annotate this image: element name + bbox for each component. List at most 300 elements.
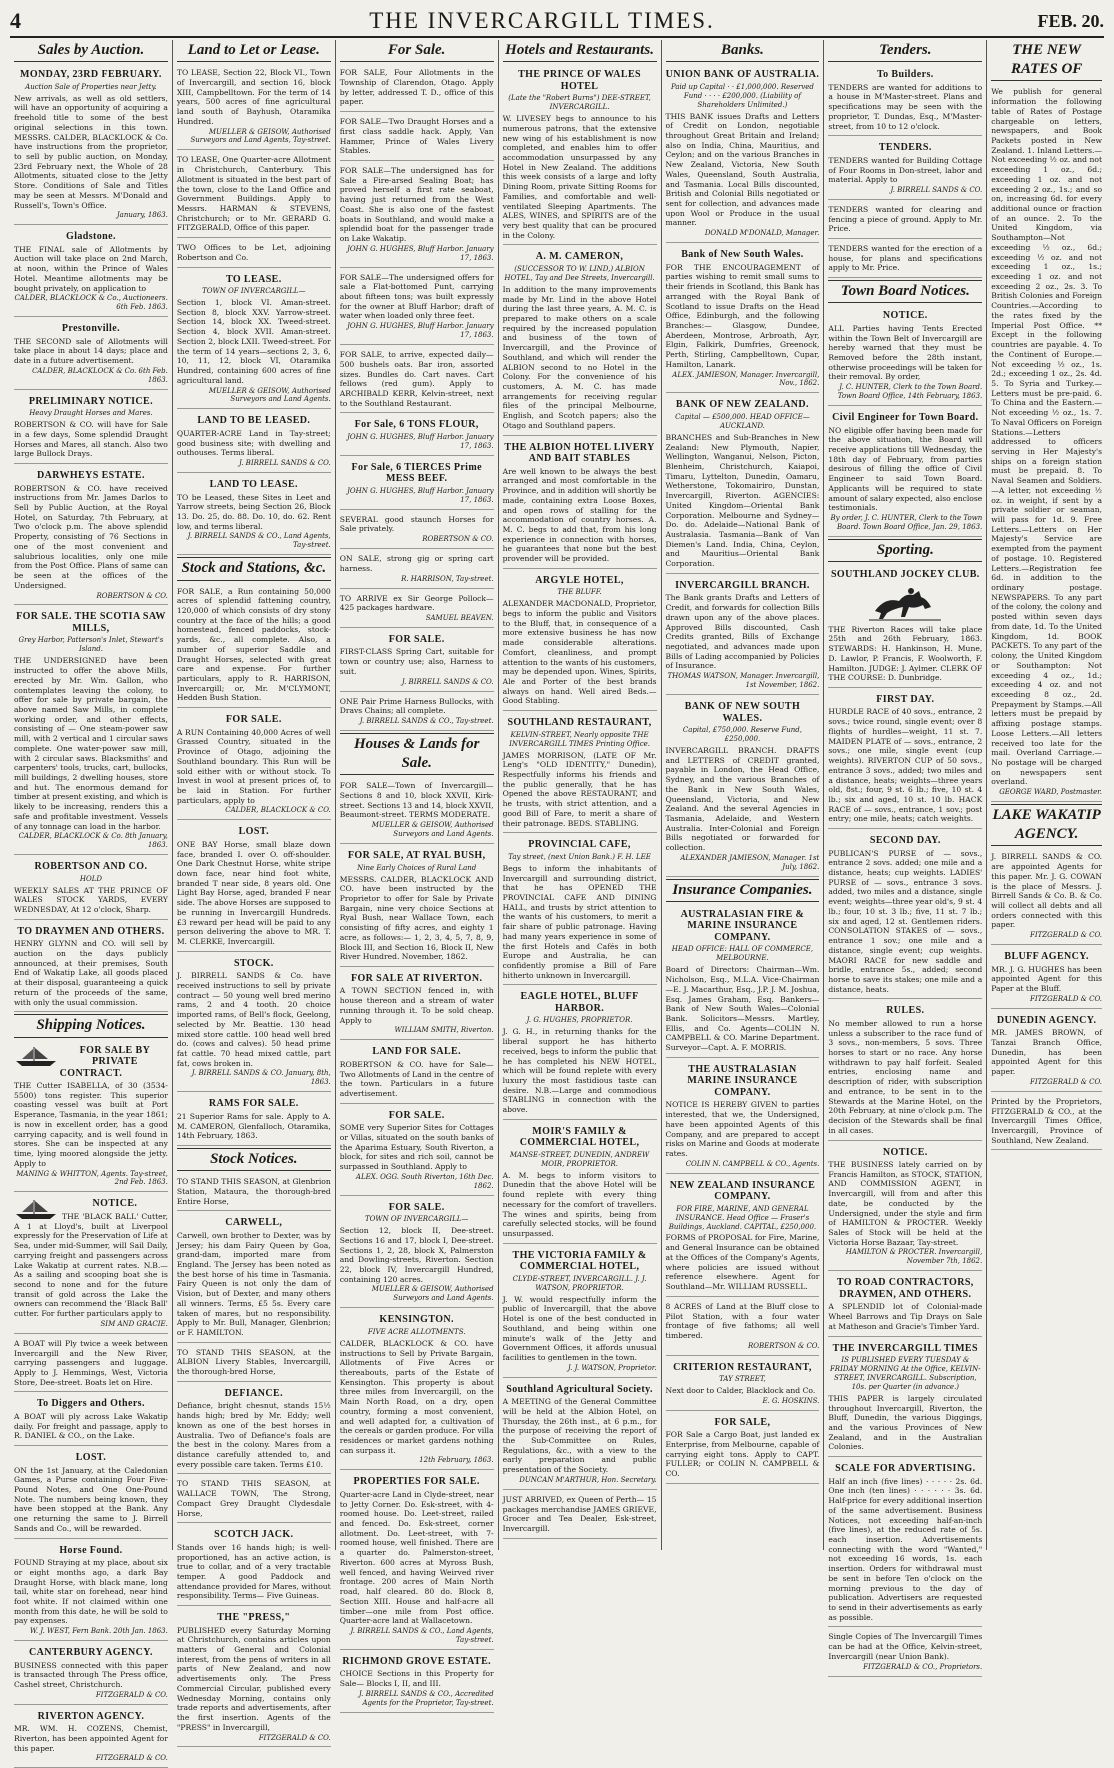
column-1	[10, 40, 173, 1763]
ad-headline: THE VICTORIA FAMILY & COMMERCIAL HOTEL,	[512, 1249, 647, 1273]
advertisement	[666, 905, 820, 1058]
ad-body-text: QUARTER-ACRE Land in Tay-street; good business site; with dwelling and outhouses. Terms liberal.	[176, 428, 331, 458]
ad-signature: FITZGERALD & CO.	[95, 1690, 168, 1699]
ad-headline: FOR SALE, AT RYAL BUSH,	[347, 850, 486, 862]
advertisement	[991, 849, 1102, 945]
ad-body-text: J. BIRRELL SANDS & Co. have received instructions to sell by private contract — 50 young well bred merino rams, 2 and 4 tooth. 20 choice imported rams, of Bell's flock, Geelong, selected by Mr. Beattie. 130 head mixed store cattle. 100 head well bred do. (cows and calves). 50 head prime fat cattle. 70 head mixed cattle, part fat, cows broken in.	[176, 971, 331, 1068]
ad-subheading: TOWN OF INVERCARGILL—	[202, 287, 306, 296]
ad-headline: FOR SALE BY PRIVATE CONTRACT.	[59, 1044, 151, 1079]
ad-headline: UNION BANK OF AUSTRALIA.	[665, 69, 820, 81]
ad-body-text: THE 'BLACK BALL' Cutter, A 1 at Lloyd's, built at Liverpool expressly for the Preservation of Life at Sea, under mid-Summer, will Sail Daily, carrying freight and passengers across Lake Wakatip at current rates. N.B.— As a sailing and scooping boat she is second to none and for the future transit of gold across the Lake the owners can recommend the 'Black Ball' cutter. For further particulars apply to	[14, 1211, 168, 1319]
advertisement	[340, 347, 494, 413]
ad-body-text: In addition to the many improvements made by Mr. Lind in the above Hotel during the last three years, A. M. C. is prepared to make others on a scale required by the increased population and business of the town of Invercargill, and the Province of Southland, and which will render the ALBION second to no Hotel in the Colony. For the convenience of his customers, A. M. C. has made arrangements for receiving regular files of the principal Melbourne, English, and Scotch papers; also the Otago and Southland papers.	[502, 284, 657, 430]
ad-body-text: The Bank grants Drafts and Letters of Credit, and forwards for collection Bills drawn upon any of the above places. Approved Bills discounted, Cash Credits granted, Bills of Exchange negotiated, and advances made upon Bills of Lading accompanied by Policies of Insurance.	[665, 593, 820, 671]
advertisement	[340, 551, 494, 588]
ad-body-text: ON SALE, strong gig or spring cart harness.	[339, 554, 494, 573]
ad-signature: J. BIRRELL SANDS & CO.	[890, 185, 983, 194]
ad-body-text: TENDERS are wanted for additions to a house in M'Master-street. Plans and specifications may be seen with the proprietor, T. Dundas, Esq., M'Master-street, from 10 to 12 o'clock.	[828, 82, 983, 131]
ad-headline: THE PRINCE OF WALES HOTEL	[518, 69, 642, 92]
advertisement	[14, 319, 168, 390]
ad-signature: ROBERTSON & CO.	[96, 591, 168, 600]
ad-body-text: J. BIRRELL SANDS & CO. are appointed Agents for this paper. Mr. J. G. COWAN is the place of Messrs. J. Birrell Sands & Co. B. & Co. will collect all debts and all orders connected with this paper.	[991, 852, 1103, 930]
advertisement	[666, 1299, 820, 1356]
ad-body-text: CHOICE Sections in this Property for Sale— Blocks I, II, and III.	[339, 1669, 494, 1689]
ad-body-text: THE Riverton Races will take place 25th and 26th February, 1863. STEWARDS: H. Hankinson, H. Mune, D. Lawlor, P. Francis, F. Woolworth, F. Hamilton. JUDGE: J. Aylmer. CLERK OF THE COURSE: D. Dunbridge.	[828, 624, 983, 683]
ad-subheading: THE BLUFF.	[557, 588, 602, 597]
ad-subheading: HOLD	[79, 874, 102, 883]
ad-headline: FOR SALE.	[388, 1109, 445, 1121]
ad-signature: W. J. WEST, Fern Bank. 20th Jan. 1863.	[29, 1627, 168, 1636]
ad-headline: LOST.	[75, 1452, 107, 1464]
ad-headline: INVERCARGILL BRANCH.	[675, 579, 810, 591]
ad-signature: FITZGERALD & CO.	[1029, 994, 1103, 1003]
ad-signature: MUELLER & GEISOW, Authorised Surveyors and Land Agents.	[371, 821, 494, 839]
advertisement	[340, 846, 494, 967]
ad-subheading: FOR FIRE, MARINE, AND GENERAL INSURANCE. Head Office — Fraser's Buildings, Auckland. CAPITAL, £250,000.	[668, 1204, 817, 1231]
advertisement	[991, 1011, 1102, 1092]
ad-headline: CANTERBURY AGENCY.	[28, 1647, 153, 1659]
advertisement	[340, 591, 494, 628]
advertisement	[177, 270, 331, 410]
ad-body-text: ROBERTSON & CO. have for Sale— Two Allotments of Land in the centre of the town. Particulars in a future advertisement.	[339, 1059, 494, 1098]
ad-headline: For Sale, 6 TIERCES Prime MESS BEEF.	[351, 461, 482, 485]
ad-headline: Civil Engineer for Town Board.	[832, 412, 979, 424]
ad-signature: J. C. HUNTER, Clerk to the Town Board. Town Board Office, 14th February, 1863.	[837, 383, 983, 401]
horse-race-icon	[865, 583, 945, 623]
ad-headline: RAMS FOR SALE.	[208, 1098, 299, 1110]
section-heading: Land to Let or Lease.	[177, 40, 331, 62]
ad-signature: DUNCAN M'ARTHUR, Hon. Secretary.	[519, 1475, 657, 1484]
ad-headline: ARGYLE HOTEL,	[535, 574, 624, 586]
advertisement	[177, 710, 331, 820]
ad-signature: THOMAS WATSON, Manager. Invercargill, 1st November, 1862.	[667, 672, 820, 690]
ad-body-text: MR. WM. H. COZENS, Chemist, Riverton, has been appointed Agent for this paper.	[14, 1724, 168, 1753]
ad-body-text: Single Copies of The Invercargill Times can be had at the Office, Kelvin-street, Invercargill (near Union Bank).	[828, 1632, 983, 1661]
ad-body-text: HENRY GLYNN and CO. will sell by auction on the days publicly announced, at their premises, South End of Wakatip Lake, all goods placed at their disposal, guaranteeing a quick return of the proceeds of the same, with only the usual commission.	[14, 939, 168, 1007]
ship-icon	[14, 1198, 58, 1220]
advertisement	[14, 1541, 168, 1641]
ad-body-text: TO STAND THIS SEASON, at Glenbrion Station, Mataura, the thorough-bred Entire Horse,	[176, 1177, 331, 1206]
ad-body-text: Defiance, bright chesnut, stands 15½ hands high; bred by Mr. Eddy; well known as one of the best horses in Australia. Two of Defiance's foals are the best in the colony. Mares from a distance carefully attended to, and every possible care taken. Terms £10.	[176, 1401, 331, 1469]
ad-headline: DUNEDIN AGENCY.	[996, 1014, 1097, 1026]
advertisement	[666, 697, 820, 877]
advertisement	[503, 247, 657, 435]
ad-body-text: A SPLENDID lot of Colonial-made Wheel Barrows and Tip Drays on Sale at Matheson and Gracie's Timber Yard.	[828, 1302, 983, 1331]
ad-headline: THE ALBION HOTEL LIVERY AND BAIT STABLES	[504, 441, 655, 465]
advertisement	[14, 1041, 168, 1193]
ad-body-text: Board of Directors: Chairman—Wm. Nicholson, Esq., M.L.A. Vice-Chairman—E. J. Macarthur, Esq., J.P. J. M. Joshua, Esq. James Graham, Esq. Bankers—Bank of New South Wales—Colonial Bank. Solicitors—Messrs. Martley, Ellis, and Co. Agents—COLIN N. CAMPBELL & CO. Marine Department. Surveyor—Capt. A. F. MORRIS.	[665, 965, 820, 1053]
ad-signature: FITZGERALD & CO.	[1029, 931, 1103, 940]
ad-body-text: SOME very Superior Sites for Cottages or Villas, situated on the south banks of the Aparima Estuary, South Riverton, a block, for sites and rich soil, cannot be surpassed in Southland. Apply to	[339, 1123, 494, 1172]
ad-body-text: Section 12, block II, Dee-street. Sections 16 and 17, block I, Dee-street. Sections 1, 2, 28, block X, Palmerston and Dowling-streets, Riverton. Section 22, block IV, Invercargill Hundred, containing 120 acres.	[339, 1226, 494, 1284]
ad-body-text: TO ARRIVE ex Sir George Pollock— 425 packages hardware.	[339, 593, 494, 613]
advertisement	[177, 954, 331, 1093]
ad-body-text: A RUN Containing 40,000 Acres of well Grassed Country, situated in the Province of Otago, adjoining the Southland boundary. This Run will be sold either with or without stock. To Invest in wool at present prices of, to be laid in Station. For further particulars, apply to	[176, 727, 331, 805]
advertisement	[828, 1459, 982, 1627]
advertisement	[340, 114, 494, 161]
ad-subheading: Heavy Draught Horses and Mares.	[29, 409, 153, 418]
advertisement	[340, 270, 494, 346]
ad-body-text: TO STAND THIS SEASON, at WALLACE TOWN, The Strong, Compact Grey Draught Clydesdale Horse,	[176, 1479, 331, 1518]
advertisement	[828, 1629, 982, 1676]
ad-signature: JOHN G. HUGHES, Bluff Harbor. January 17, 1863.	[347, 244, 494, 262]
ad-subheading: Nine Early Choices of Rural Land	[357, 863, 477, 872]
advertisement	[340, 1652, 494, 1713]
ad-headline: LAND FOR SALE.	[372, 1046, 462, 1058]
advertisement	[340, 969, 494, 1040]
ad-subheading: MANSE-STREET, DUNEDIN, ANDREW MOIR, PROPRIETOR.	[509, 1150, 650, 1168]
ad-signature: MUELLER & GEISOW, Authorised Surveyors and Land Agents.	[208, 386, 331, 404]
advertisement	[828, 138, 982, 200]
advertisement	[828, 65, 982, 136]
advertisement	[14, 857, 168, 920]
advertisement	[503, 987, 657, 1119]
advertisement	[503, 438, 657, 569]
ad-body-text: ROBERTSON & CO. have received instructions from Mr. James Darlos to Sell by Public Auction, at the Royal Hotel, on Saturday, 7th February, at Two o'clock p.m. The above splendid Property, consisting of 76 Sections in one of the most convenient and salubrious localities, only one mile from the Post Office. Plans of same can be seen at the offices of the Undersigned.	[14, 483, 168, 590]
ad-headline: TO DRAYMEN AND OTHERS.	[17, 925, 165, 937]
ad-signature: J. BIRRELL SANDS & CO., Land Agents, Tay-street.	[187, 532, 331, 550]
ad-body-text: PUBLICAN'S PURSE of — sovs., entrance 2 sovs. added; one mile and a distance, heats; cup weights. LADIES' PURSE of — sovs., entrance 3 sovs. added, two miles and a distance, single event; weights—three year old's, 9 st. 4 lb.; four, 10 st. 3 lb.; five, 11 st. 7 lb.; six and aged, 12 st. Gentlemen riders. CONSOLATION STAKES of — sovs., entrance 1 sov.; one mile and a distance, single event; cup weights. MAORI RACE for new saddle and bridle, entrance 5s., added; second horse to save its stakes; one mile and a distance, heats.	[828, 848, 983, 994]
advertisement	[503, 713, 657, 833]
advertisement	[14, 1707, 168, 1768]
ad-body-text: 8 ACRES of Land at the Bluff close to Pilot Station, with a four water frontage of five fathoms; all well timbered.	[665, 1301, 820, 1340]
ad-subheading: HEAD OFFICE: HALL OF COMMERCE, MELBOURNE.	[671, 945, 814, 963]
ad-headline: THE "PRESS,"	[217, 1612, 291, 1624]
ad-body-text: BUSINESS connected with this paper is transacted through The Press office, Cashel street, Christchurch.	[14, 1660, 168, 1689]
ad-headline: AUSTRALASIAN FIRE & MARINE INSURANCE COMPANY.	[680, 908, 805, 943]
column-3	[336, 40, 499, 1707]
ad-signature: SAMUEL BEAVEN.	[425, 613, 494, 622]
advertisement	[503, 65, 657, 245]
ad-body-text: CALDER, BLACKLOCK & CO. have instructions to Sell by Private Bargain, Allotments of Five Acres or thereabouts, parts of the Estate of Kensington. This property is about three miles from Invercargill, on the Main North Road, on a dry, open country, forming a most convenient, and well adapted for, a cultivation of the cereals or garden produce. For villa residences or market gardens nothing can surpass it.	[339, 1338, 494, 1455]
ad-body-text: New arrivals, as well as old settlers, will have an opportunity of acquiring a freehold title to some of the best original selections in this town. MESSRS. CALDER, BLACKLOCK & Co. have instructions from the proprietor, to sell by public auction, on Monday, 23rd February next, the Whole of 28 Allotments, situated close to the Jetty Store. Conditions of Sale and Titles may be seen at Messrs. M'Donald and Russell's, Town's Office.	[14, 93, 168, 210]
advertisement	[177, 1174, 331, 1211]
section-heading: Stock and Stations, &c.	[177, 557, 331, 580]
section-heading: For Sale.	[340, 40, 494, 62]
ad-signature: J. BIRRELL SANDS & CO.	[238, 459, 331, 468]
advertisement	[14, 392, 168, 464]
advertisement	[340, 415, 494, 455]
ad-body-text: Printed by the Proprietors, FITZGERALD & CO., at the Invercargill Times Office, Invercargill, Province of Southland, New Zealand.	[991, 1096, 1103, 1145]
ad-signature: ALEXANDER JAMIESON, Manager. 1st July, 1862.	[680, 853, 820, 871]
advertisement	[177, 65, 331, 150]
ad-headline: MONDAY, 23RD FEBRUARY.	[20, 69, 162, 81]
section-heading: Tenders.	[828, 40, 982, 62]
advertisement	[14, 227, 168, 317]
ad-body-text: FOR SALE—Town of Invercargill— Sections 8 and 10, block XXVII, Kirk-street. Sections 13 and 14, block XXVII, Beaumont-street. TERMS MODERATE.	[339, 781, 494, 820]
ad-headline: To Diggers and Others.	[36, 1398, 145, 1410]
advertisement	[340, 778, 494, 844]
ad-subheading: KELVIN-STREET, Nearly opposite THE INVERCARGILL TIMES Printing Office.	[509, 730, 651, 748]
ad-signature: CALDER, BLACKLOCK & Co. 8th January, 1863.	[18, 832, 168, 850]
ad-headline: KENSINGTON.	[379, 1314, 454, 1326]
ad-subheading: TAY STREET,	[719, 1375, 766, 1384]
advertisement	[177, 152, 331, 238]
ad-headline: Gladstone.	[66, 231, 116, 243]
advertisement	[340, 1472, 494, 1649]
ad-body-text: ALL Parties having Tents Erected within the Town Belt of Invercargill are hereby warned that they must be Removed before the 28th instant, otherwise proceedings will be taken for their removal. By order,	[828, 323, 983, 382]
advertisement	[666, 245, 820, 393]
ad-body-text: A MEETING of the General Committee will be held at the Albion Hotel, on Thursday, the 26th inst., at 6 p.m., for the purpose of receiving the report of the Sub-Committee on Rules, Regulations, &c., with a view to the early preparation and public presentation of the Society.	[502, 1397, 657, 1475]
ad-subheading: Auction Sale of Properties near Jetty.	[25, 82, 157, 91]
columns-container	[10, 40, 1106, 1763]
ad-headline: FOR SALE. THE SCOTIA SAW MILLS,	[16, 611, 166, 634]
ad-body-text: FORMS of PROPOSAL for Fire, Marine, and General Insurance can be obtained at the Offices of the Company's Agents, where policies are issued without reference elsewhere. Agent for Southland—Mr. WILLIAM RUSSELL.	[665, 1233, 820, 1292]
ad-signature: FITZGERALD & CO.	[1029, 1077, 1103, 1086]
advertisement	[503, 1492, 657, 1539]
ad-signature: HAMILTON & PROCTER. Invercargill, November 7th, 1862.	[845, 1248, 983, 1266]
ad-signature: R. HARRISON, Tay-street.	[401, 574, 494, 583]
advertisement	[14, 607, 168, 855]
section-heading: LAKE WAKATIP AGENCY.	[991, 804, 1102, 846]
ad-headline: BLUFF AGENCY.	[1004, 951, 1089, 963]
advertisement	[177, 822, 331, 951]
advertisement	[991, 947, 1102, 1009]
advertisement	[177, 1476, 331, 1523]
column-4	[499, 40, 662, 1550]
ad-subheading: CLYDE-STREET, INVERCARGILL. J. J. WATSON, PROPRIETOR.	[512, 1274, 647, 1292]
section-heading: Insurance Companies.	[666, 879, 820, 902]
ad-signature: J. BIRRELL SANDS & CO.	[401, 677, 494, 686]
ad-headline: PROPERTIES FOR SALE.	[353, 1476, 480, 1488]
ad-signature: J. J. WATSON, Proprietor.	[567, 1363, 657, 1372]
ad-body-text: JAMES MORRISON, (LATE OF Mr. Leng's "OLD IDENTITY," Dunedin), Respectfully informs his friends and the public generally, that he has Opened the above RESTAURANT, and he trusts, with strict attention, and a good Bill of Fare, to merit a share of their patronage. BEDS. STABLING.	[502, 750, 657, 828]
advertisement	[177, 1525, 331, 1606]
advertisement	[340, 65, 494, 112]
ad-signature: MANING & WHITTON, Agents. Tay-street, 2nd Feb. 1863.	[16, 1169, 168, 1187]
ad-subheading: J. G. HUGHES, PROPRIETOR.	[526, 1016, 633, 1025]
ad-signature: By order, J. C. HUNTER, Clerk to the Town Board. Town Board Office, Jan. 29, 1863.	[830, 514, 983, 532]
ad-signature: JOHN G. HUGHES, Bluff Harbor. January 17, 1863.	[347, 322, 494, 340]
ad-signature: E. G. HOSKINS.	[762, 1396, 820, 1405]
ad-headline: PRELIMINARY NOTICE.	[28, 395, 153, 407]
ad-headline: BANK OF NEW ZEALAND.	[675, 399, 809, 411]
advertisement	[666, 65, 820, 243]
ad-body-text: J. W. would respectfully inform the public of Invercargill, that the above Hotel is one of the best conducted in Southland, and being within one minute's walk of the Jetty and Government Offices, it affords unusual facilities to gentlemen in the town.	[502, 1294, 657, 1362]
advertisement	[14, 65, 168, 225]
ad-body-text: Stands over 16 hands high; is well-proportioned, has an active action, is true to collar, and of a very tractable temper. A good Paddock and attendance provided for Mares, without responsibility. Terms— Five Guineas.	[176, 1542, 331, 1601]
advertisement	[14, 1448, 168, 1539]
ad-headline: To Builders.	[876, 69, 934, 81]
ad-body-text: ROBERTSON & CO. will have for Sale in a few days, Some splendid Draught Horses and Mares, all stanch. Also two large Bullock Drays.	[14, 420, 168, 459]
advertisement	[340, 630, 494, 692]
ad-signature: MUELLER & GEISOW, Authorised Surveyors and Land Agents, Tay-street.	[190, 127, 331, 145]
advertisement	[14, 466, 168, 605]
advertisement	[177, 1345, 331, 1382]
ad-headline: A. M. CAMERON,	[535, 251, 624, 263]
ad-headline: FOR SALE AT RIVERTON.	[350, 972, 483, 984]
ad-signature: 12th February, 1863.	[419, 1456, 494, 1465]
advertisement	[340, 1198, 494, 1309]
ad-body-text: NOTICE IS HEREBY GIVEN to parties interested, that we, the Undersigned, have been appointed Agents of this Company, and are prepared to accept risks on Marine and Goods at moderate rates.	[665, 1100, 820, 1158]
ad-body-text: TO STAND THIS SEASON, at the ALBION Livery Stables, Invercargill, the thorough-bred Horse,	[176, 1347, 331, 1377]
ad-signature: MUELLER & GEISOW, Authorised Surveyors and Land Agents.	[371, 1285, 494, 1303]
ad-subheading: Capital, £750,000. Reserve Fund, £250,000.	[682, 726, 803, 744]
ad-body-text: SEVERAL good staunch Horses for Sale privately.	[339, 514, 494, 534]
advertisement	[991, 1094, 1102, 1151]
advertisement	[177, 1384, 331, 1475]
advertisement	[666, 1413, 820, 1484]
advertisement	[828, 1143, 982, 1272]
section-heading: Banks.	[666, 40, 820, 62]
ad-body-text: FOR SALE, to arrive, expected daily— 500 bushels oats. Bar iron, assorted sizes. Bundles do. Cart naves. Cart fellows (red gum). Apply to ARCHIBALD KERR, Kelvin-street, next to the Southland Restaurant.	[339, 350, 494, 408]
ad-body-text: W. LIVESEY begs to announce to his numerous patrons, that the extensive new wing of his establishment is now completed, and enables him to offer accommodation unsurpassed by any Hotel in New Zealand. The additions this week consists of a large and lofty Dining Room, private Sitting Rooms for Families, and comfortable and well-ventilated Sleeping Apartments. The ALES, WINES, and SPIRITS are of the very best quality that can be procured in the Colony.	[502, 114, 657, 240]
advertisement	[828, 306, 982, 406]
ad-subheading: Tay street, (next Union Bank.) F. H. LEE	[508, 852, 651, 861]
advertisement	[340, 1310, 494, 1470]
advertisement	[828, 831, 982, 999]
advertisement	[14, 1194, 168, 1333]
ad-body-text: ON the 1st January, at the Caledonian Games, a Purse containing Four Five-Pound Notes, and One One-Pound Note. The numbers being known, they have been stopped at the Bank. Any one returning the same to J. Birrell Sands and Co., will be rewarded.	[14, 1465, 168, 1533]
section-heading: Town Board Notices.	[828, 280, 982, 303]
ad-headline: LAND TO BE LEASED.	[197, 415, 311, 427]
issue-date: FEB. 20.	[1037, 10, 1104, 31]
advertisement	[666, 1060, 820, 1174]
ad-subheading: Paid up Capital · · £1,000,000. Reserved Fund · · · · £200,000. (Liability of Shareholders Unlimited.)	[670, 82, 814, 109]
ad-headline: RICHMOND GROVE ESTATE.	[342, 1655, 492, 1667]
advertisement	[177, 240, 331, 267]
ad-signature: CALDER, BLACKLOCK & CO.	[225, 806, 331, 815]
advertisement	[177, 1094, 331, 1146]
advertisement	[503, 835, 657, 985]
advertisement	[828, 202, 982, 239]
advertisement	[340, 694, 494, 731]
advertisement	[14, 922, 168, 1013]
ad-headline: PROVINCIAL CAFE,	[528, 839, 631, 851]
ad-body-text: TO LEASE, Section 22, Block VI., Town of Invercargill, and section 16, block XIII, Campbelltown. For the term of 14 years, 500 acres of fine agricultural land south of Bayhush, Otaramika Hundred.	[176, 68, 331, 126]
ad-body-text: TO be Leased, these Sites in Leet and Yarrow streets, being Section 26, Block 13. Do. 25, do. 88. Do. 10, do. 62. Rent low, and terms liberal.	[176, 492, 331, 531]
ad-body-text: Are well known to be always the best arranged and most comfortable in the Province, and in addition will shortly be made, containing extra Loose Boxes, and open rows of stalling for the accommodation of country horses. A. M. C. begs to add that, from his long experience in connection with horses, he guarantees that none but the best provender will be provided.	[502, 466, 657, 564]
ad-body-text: PUBLISHED every Saturday Morning at Christchurch, contains articles upon matters of General and Colonial interest, from the pens of writers in all parts of New Zealand, and now advertisements only. The Press Commercial Circular, published every Wednesday Morning, contains only trade reports and advertisements, after the first insertion. Agents of the "PRESS" in Invercargill,	[176, 1625, 331, 1732]
ad-headline: Horse Found.	[59, 1544, 123, 1556]
ad-headline: CARWELL,	[225, 1217, 283, 1229]
ad-signature: FITZGERALD & CO.	[258, 1733, 331, 1742]
ad-headline: Southland Agricultural Society.	[506, 1383, 653, 1395]
section-heading: Sales by Auction.	[14, 40, 168, 62]
ad-signature: J. BIRRELL SANDS & CO., Tay-street.	[359, 716, 494, 725]
ship-icon	[14, 1045, 58, 1067]
ad-headline: LAND TO LEASE.	[209, 479, 298, 491]
advertisement	[503, 571, 657, 711]
ad-body-text: ALEXANDER MACDONALD, Proprietor, begs to inform the public and Visitors to the Bluff, that, in consequence of a more extensive business he has now made considerable alterations. Comfort, cleanliness, and prompt attention to the wants of his customers, may be depended upon. Wines, Spirits, Ale and Porter of the best brands always on hand. Well aired Beds.—Good Stabling.	[502, 599, 657, 706]
advertisement	[177, 1608, 331, 1747]
ad-body-text: ONE Pair Prime Harness Bullocks, with Dravs Chains; all complete.	[339, 696, 494, 716]
section-heading: Stock Notices.	[177, 1148, 331, 1171]
ad-headline: SCOTCH JACK.	[214, 1529, 294, 1541]
ad-headline: FOR SALE.	[225, 714, 282, 726]
ad-body-text: JUST ARRIVED, ex Queen of Perth— 15 packages merchandise JAMES GRIEVE, Grocer and Tea Dealer, Esk-street, Invercargill.	[502, 1494, 657, 1534]
ad-headline: DARWHEYS ESTATE.	[36, 470, 145, 482]
column-7	[987, 40, 1106, 1550]
ad-headline: RIVERTON AGENCY.	[37, 1710, 145, 1722]
ad-body-text: No member allowed to run a horse unless a subscriber to the race fund of 3 sovs., non-members, 5 sovs. Three horses to start or no race. Any horse withdrawn to pay half forfeit. Sealed entries, enclosing name and description of rider, with subscription and entrance, to be sent in to the Stewards at the Marine Hotel, on the 20th February, at nine o'clock p.m. The decision of the Stewards shall be final in all cases.	[828, 1018, 983, 1135]
ad-body-text: FOR Sale a Cargo Boat, just landed ex Enterprise, from Melbourne, capable of carrying eight tons. Apply to CAPT. FULLER; or COLIN N. CAMPBELL & CO.	[665, 1430, 820, 1479]
advertisement	[340, 163, 494, 268]
ad-headline: MOIR'S FAMILY & COMMERCIAL HOTEL,	[519, 1125, 640, 1149]
ad-headline: EAGLE HOTEL, BLUFF HARBOR.	[520, 991, 639, 1014]
ad-body-text: MR. J. G. HUGHES has been appointed Agent for this Paper at the Bluff.	[991, 964, 1103, 994]
ad-signature: J. BIRRELL SANDS & CO. January, 8th, 1863.	[191, 1069, 331, 1087]
advertisement	[666, 395, 820, 573]
advertisement	[340, 512, 494, 549]
ad-body-text: TWO Offices to be Let, adjoining Robertson and Co.	[176, 243, 331, 262]
advertisement	[177, 1213, 331, 1342]
ad-subheading: (Late the "Robert Burns") DEE-STREET, INVERCARGILL.	[508, 94, 651, 112]
ad-signature: CALDER, BLACKLOCK & Co., Auctioneers. 6th Feb. 1863.	[14, 294, 168, 312]
advertisement	[828, 241, 982, 278]
ad-body-text: THE Cutter ISABELLA, of 30 (3534-5500) tons register. This superior coasting vessel was built at Port Esperance, Tasmania, in the year 1861; is now in excellent order, has a good carrying capacity, and is well found in stores. She can be inspected at any time, lying moored alongside the jetty. Apply to	[14, 1081, 168, 1168]
advertisement	[828, 1339, 982, 1458]
ad-signature: ALEX. OGG. South Riverton, 16th Dec. 1862.	[355, 1172, 494, 1190]
ad-body-text: FOR SALE, a Run containing 50,000 acres of splendid fattening country, 120,000 of which consists of dry stony country at the face of the hills; a good homestead, fenced paddocks, stock-yards, &c., all complete. Also, a number of superior Saddle and Draught Horses, selected with great care and expense. For further particulars, apply to R. HARRISON, Invercargill; or, Mr. M'CLYMONT, Hedden Bush Station.	[176, 586, 331, 703]
ad-body-text: 21 Superior Rams for sale. Apply to A. M. CAMERON, Glenfalloch, Otaramika, 14th February, 1863.	[176, 1111, 331, 1141]
ad-headline: BANK OF NEW SOUTH WALES.	[684, 701, 801, 724]
ad-body-text: FOR SALE, Four Allotments in the Township of Clarendon, Otago. Apply by letter, addressed T. D., office of this paper.	[339, 68, 494, 107]
section-heading: THE NEW RATES OF	[991, 40, 1102, 81]
advertisement	[177, 584, 331, 709]
advertisement	[991, 84, 1102, 802]
section-heading: Sporting.	[828, 539, 982, 562]
advertisement	[503, 1246, 657, 1378]
advertisement	[828, 1001, 982, 1140]
ad-signature: COLIN N. CAMPBELL & CO., Agents.	[685, 1159, 820, 1168]
ad-signature: JOHN G. HUGHES, Bluff Harbor. January 17, 1863.	[347, 432, 494, 450]
ad-headline: SOUTHLAND RESTAURANT,	[507, 717, 652, 729]
ad-headline: ROBERTSON AND CO.	[34, 861, 148, 873]
ad-body-text: WEEKLY SALES AT THE PRINCE OF WALES STOCK YARDS, EVERY WEDNESDAY, At 12 o'clock, Sharp.	[14, 885, 168, 915]
ad-body-text: A BOAT will ply across Lake Wakatip daily. For freight and passage, apply to R. DANIEL & CO., on the Lake.	[14, 1411, 168, 1441]
ad-headline: TO ROAD CONTRACTORS, DRAYMEN, AND OTHERS.	[836, 1277, 974, 1300]
ad-headline: NOTICE.	[882, 310, 928, 322]
section-heading: Hotels and Restaurants.	[503, 40, 657, 62]
column-6	[824, 40, 987, 1671]
ad-headline: NEW ZEALAND INSURANCE COMPANY.	[669, 1179, 816, 1203]
ad-body-text: TO LEASE, One Quarter-acre Allotment in Christchurch, Canterbury. This Allotment is situated in the best part of the town, close to the Land Office and Government Buildings. Apply to Messrs. HARMAN & STEVENS, Christchurch; or to Mr. GERARD G. FITZGERALD, Office of this paper.	[176, 155, 331, 233]
ad-headline: CRITERION RESTAURANT,	[673, 1361, 812, 1373]
advertisement	[828, 1273, 982, 1336]
advertisement	[828, 565, 982, 688]
ad-headline: FOR SALE,	[714, 1416, 771, 1428]
ad-body-text: Section 1, block VI. Aman-street. Section 8, block XXV. Yarrow-street. Section 14, block XX. Tweed-street. Section 4, block XVII. Aman-street. Section 2, block LXII. Tweed-street. For the term of 14 years—sections 2, 3, 6, 10, 11, 12, block VI, Otaramika Hundred, containing 600 acres of fine agricultural land.	[176, 298, 331, 385]
ad-body-text: TENDERS wanted for the erection of a house, for plans and specifications apply to Mr. Price.	[828, 244, 983, 273]
ad-headline: SOUTHLAND JOCKEY CLUB.	[830, 569, 980, 581]
ad-body-text: TENDERS wanted for Building Cottage of Four Rooms in Don-street, labor and material. Apply to	[828, 155, 983, 185]
advertisement	[666, 576, 820, 695]
section-heading: Shipping Notices.	[14, 1014, 168, 1037]
ad-body-text: FIRST-CLASS Spring Cart, suitable for town or country use; also, Harness to suit.	[339, 647, 494, 676]
ad-body-text: FOR SALE—The undersigned offers for sale a Flat-bottomed Punt, carrying about fifteen tons; was built expressly for the owner at Bluff Harbor; draft of water when loaded only three feet.	[339, 272, 494, 321]
ad-body-text: Half an inch (five lines) · · · · · 2s. 6d. One inch (ten lines) · · · · · · 3s. 6d. Half-price for every additional insertion of the same advertisement. Business Notices, not exceeding half-an-inch (five lines), at the reduced rate of 5s. each insertion. Advertisements connecting with the word "Wanted," not exceeding 16 words, 1s. each insertion. Orders for withdrawal must be sent in before Ten o'clock on the morning previous to the day of publication. Advertisers are requested to send in their advertisements as early as possible.	[828, 1476, 983, 1622]
advertisement	[828, 408, 982, 537]
advertisement	[666, 1176, 820, 1297]
advertisement	[503, 1380, 657, 1490]
ad-body-text: ONE BAY Horse, small blaze down face, branded I. over O. off-shoulder. One Dark Chestnut Horse, white stripe down face, near hind foot white, branded T near side, 8 years old. One Light Bay Horse, aged, branded F near side. The above Horses are supposed to be running in Invercargill Hundreds. £3 reward per head will be paid to any person delivering the above to MR. T. M. CLERKE, Invercargill.	[176, 839, 331, 947]
ad-body-text: THE UNDERSIGNED have been instructed to offer the above Mills, erected by Mr. Wm. Gallon, who contemplates leaving the colony, to offer for sale by private bargain, the above named Saw Mills, in complete working order, and other effects, consisting of — One steam-power saw mill, with 2 vertical and 1 circular saws complete. One water-power saw mill, with 2 circular saws. Blacksmiths' and carpenters' tools, trucks, cart, bullocks, mill buildings, 2 dwelling houses, store and hut. The enormous demand for timber at present existing, and which is likely to be increasing, renders this a safe and profitable investment. Vessels of any tonnage can load in the harbor.	[14, 656, 168, 831]
ad-signature: GEORGE WARD, Postmaster.	[999, 788, 1103, 797]
ad-body-text: MESSRS. CALDER, BLACKLOCK AND CO. have been instructed by the Proprietor to offer for Sale by Private Bargain, nine very choice Sections at Ryal Bush, near Wallace Town, each consisting of fifty acres, and eighty 1 acre, as follows:— 1, 2, 3, 4, 5, 7, 8, 9, Block III, and Section 16, Block II, New River Hundred. November, 1862.	[339, 874, 494, 962]
ad-headline: THE AUSTRALASIAN MARINE INSURANCE COMPANY.	[687, 1063, 798, 1098]
ad-headline: FOR SALE.	[388, 633, 445, 645]
advertisement	[14, 1643, 168, 1705]
ad-signature: DONALD M'DONALD, Manager.	[704, 229, 820, 238]
ad-headline: LOST.	[238, 826, 270, 838]
ad-signature: CALDER, BLACKLOCK & Co. 6th Feb. 1863.	[32, 366, 168, 384]
ad-headline: Bank of New South Wales.	[681, 249, 804, 261]
ad-body-text: BRANCHES and Sub-Branches in New Zealand: New Plymouth, Napier, Wellington, Wanganui, Nelson, Picton, Blenheim, Christchurch, Kaiapoi, Timaru, Lyttelton, Dunedin, Oamaru, Wetherstone, Tokomairiro, Dunstan, Invercargill, Riverton. AGENCIES: United Kingdom—Oriental Bank Corporation. Melbourne and Sydney—Do. do. Adelaide—National Bank of Australasia. Tasmania—Bank of Van Diemen's Land. India, China, Ceylon, and Mauritius—Oriental Bank Corporation.	[665, 432, 820, 569]
ad-body-text: THE BUSINESS lately carried on by Francis Hamilton, as STOCK, STATION, AND COMMISSION AGENT, in Invercargill, will from and after this date, be conducted by the Undersigned, under the style and firm of HAMILTON & PROCTER. Weekly Sales of Stock will be held at the Victoria Horse Bazaar, Tay-street.	[828, 1160, 983, 1247]
ad-body-text: THIS PAPER is largely circulated throughout Invercargill, Riverton, the Bluff, Dunedin, the various Diggings, and the various Provinces of New Zealand, and in the Australian Colonies.	[828, 1393, 983, 1452]
ad-body-text: Carwell, own brother to Dexter, was by Jersey; his dam Fairy Queen by Goa, grand-dam, imported mare from England. The Jersey has been noted as the best horse of his time in Tasmania. Fairy Queen is not only the dam of Vision, but of Dexter, and many others all winners. Terms, £5 5s. Every care taken of mares, but no responsibility. Apply to Mr. Bull, Manager, Glenbrion; or F. HAMILTON.	[176, 1230, 331, 1338]
